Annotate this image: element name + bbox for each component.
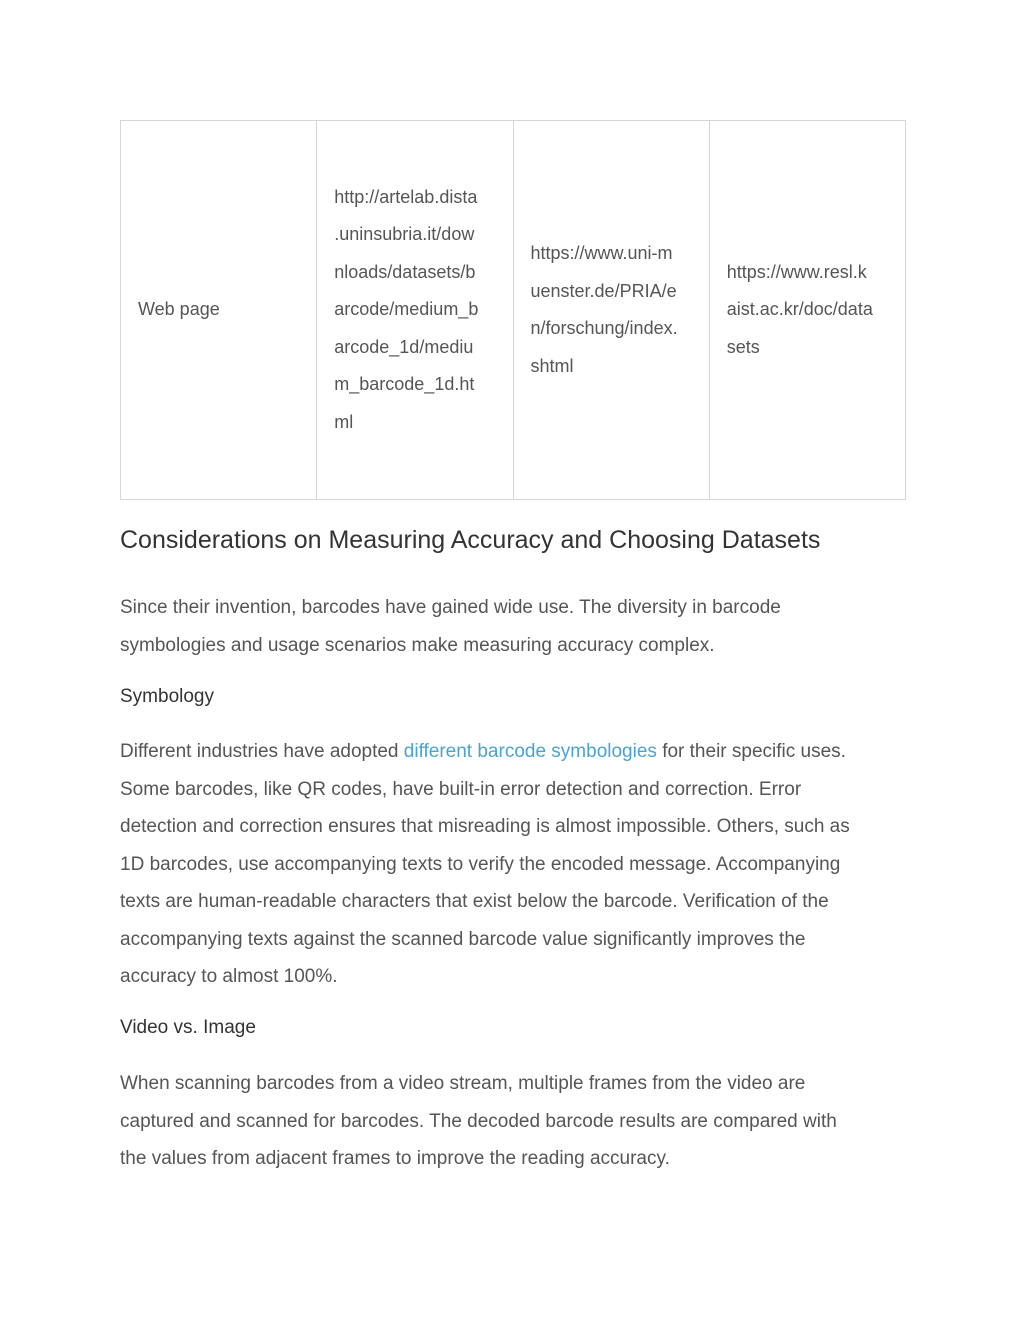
symbology-line: 1D barcodes, use accompanying texts to verify the encoded message. Accompanying (120, 853, 841, 875)
row-label: Web page (138, 299, 220, 320)
url-cell-1-line[interactable]: .uninsubria.it/dow (334, 224, 475, 245)
url-cell-2-line[interactable]: shtml (530, 355, 574, 376)
url-cell-1-line[interactable]: ml (334, 411, 354, 432)
row-label-cell (121, 121, 317, 500)
url-cell-1-line[interactable]: arcode_1d/mediu (334, 336, 474, 357)
url-cell-1[interactable] (317, 121, 513, 500)
symbology-line: accuracy to almost 100%. (120, 966, 338, 987)
url-cell-1-line[interactable]: m_barcode_1d.ht (334, 374, 475, 395)
symbology-line-1-after: for their specific uses. (656, 741, 846, 762)
url-cell-3-line[interactable]: aist.ac.kr/doc/data (726, 299, 873, 320)
symbology-heading: Symbology (120, 686, 214, 707)
video-line: When scanning barcodes from a video stream, multiple frames from the video are (120, 1073, 806, 1094)
url-cell-3-line[interactable]: sets (726, 336, 760, 357)
url-cell-2[interactable] (513, 121, 709, 500)
intro-paragraph (120, 589, 910, 664)
symbology-line: texts are human-readable characters that exist below the barcode. Verification of the (120, 891, 829, 912)
video-vs-image-heading: Video vs. Image (120, 1017, 256, 1038)
url-cell-2-line[interactable]: uenster.de/PRIA/e (530, 280, 677, 301)
intro-line: Since their invention, barcodes have gained wide use. The diversity in barcode (120, 597, 781, 618)
url-cell-1-line[interactable]: nloads/datasets/b (334, 261, 476, 282)
url-cell-1-line[interactable]: arcode/medium_b (334, 299, 479, 320)
url-cell-2-line[interactable]: n/forschung/index. (530, 318, 678, 338)
url-cell-2-line[interactable]: https://www.uni-m (530, 243, 673, 263)
video-line: captured and scanned for barcodes. The decoded barcode results are compared with (120, 1110, 837, 1132)
symbology-line: Some barcodes, like QR codes, have built-in error detection and correction. Error (120, 778, 802, 800)
url-cell-3-line[interactable]: https://www.resl.k (726, 261, 867, 282)
symbology-line: detection and correction ensures that misreading is almost impossible. Others, such as (120, 816, 850, 837)
intro-line: symbologies and usage scenarios make measuring accuracy complex. (120, 634, 715, 656)
datasets-web-page-table (120, 120, 906, 500)
url-cell-1-line[interactable]: http://artelab.dista (334, 186, 478, 207)
barcode-symbologies-link[interactable]: different barcode symbologies (403, 741, 657, 762)
video-line: the values from adjacent frames to improve the reading accuracy. (120, 1148, 670, 1169)
section-title: Considerations on Measuring Accuracy and Choosing Datasets (120, 526, 821, 554)
table-row (121, 121, 906, 500)
url-cell-3[interactable] (709, 121, 905, 500)
video-paragraph (120, 1065, 910, 1178)
symbology-line-1-before: Different industries have adopted (120, 741, 404, 762)
symbology-line: accompanying texts against the scanned barcode value significantly improves the (120, 928, 806, 950)
symbology-paragraph (120, 733, 910, 996)
symbology-line-1 (120, 733, 910, 771)
